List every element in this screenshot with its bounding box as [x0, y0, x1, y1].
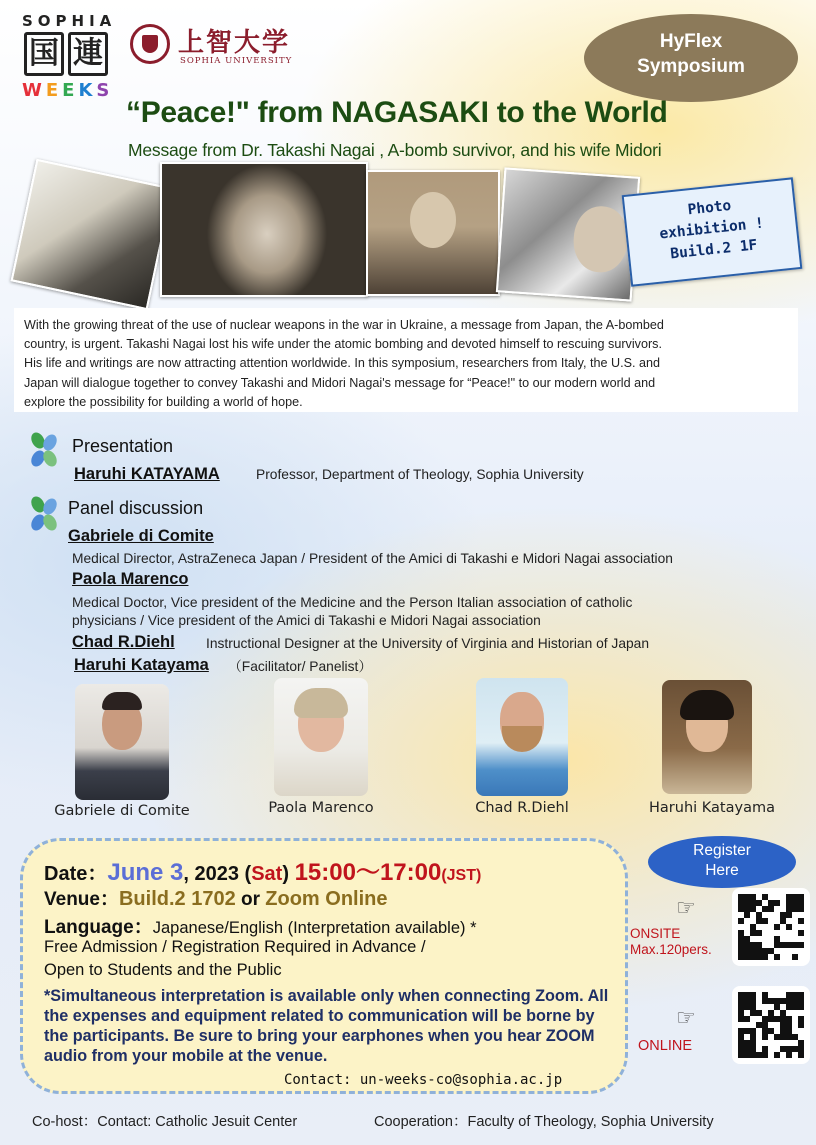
open-line: Open to Students and the Public [44, 961, 282, 979]
intro-line: Japan will dialogue together to convey Takashi and Midori Nagai's message for “Peace!" to our modern world and [24, 375, 656, 390]
exhibition-line2: exhibition ! [658, 215, 765, 243]
page-title: “Peace!" from NAGASAKI to the World [126, 96, 668, 129]
panelist-desc: Instructional Designer at the University of Virginia and Historian of Japan [206, 636, 650, 651]
historic-photo-midori-nagai [366, 170, 500, 296]
portrait-caption: Chad R.Diehl [475, 800, 569, 816]
weeks-letter: K [78, 80, 97, 101]
hyflex-badge [584, 14, 798, 102]
weeks-letter: E [45, 80, 63, 101]
leaf-bullet-icon [32, 432, 58, 468]
panelist-name: Chad R.Diehl [72, 633, 175, 651]
intro-line: explore the possibility for building a world of hope. [24, 394, 303, 409]
portrait-photo [75, 684, 169, 800]
presenter-desc: Professor, Department of Theology, Sophia University [256, 467, 584, 482]
page-subtitle: Message from Dr. Takashi Nagai , A-bomb survivor, and his wife Midori [128, 140, 662, 160]
portrait-photo [274, 678, 368, 796]
portrait-caption: Paola Marenco [268, 800, 374, 816]
date-year: , 2023 ( [183, 863, 252, 885]
logo-kanji [24, 32, 108, 76]
register-line2: Here [705, 862, 739, 879]
admission-line: Free Admission / Registration Required in Advance / [44, 938, 426, 956]
logo-kanji-1: 国 [24, 32, 64, 76]
university-seal-icon [130, 24, 170, 64]
onsite-qr-code[interactable] [732, 888, 810, 966]
venue-or: or [235, 889, 266, 910]
portrait-photo [476, 678, 568, 796]
language-value: Japanese/English (Interpretation available) * [152, 919, 477, 937]
panelist-name: Paola Marenco [72, 570, 189, 588]
intro-paragraph [14, 308, 798, 412]
online-qr-code[interactable] [732, 986, 810, 1064]
event-time: 15:00～17:00 [294, 859, 442, 886]
date-label: Date： [44, 863, 108, 885]
venue-label: Venue： [44, 889, 119, 910]
portrait-caption: Gabriele di Comite [54, 803, 190, 819]
hyflex-badge-line1: HyFlex [659, 31, 723, 52]
footer-cooperation: Cooperation：Faculty of Theology, Sophia University [374, 1114, 714, 1130]
portrait-caption: Haruhi Katayama [649, 800, 775, 816]
language-label: Language： [44, 917, 153, 938]
interpretation-note: *Simultaneous interpretation is available only when connecting Zoom. All the expenses and equipment related to communication will be borne by the participants. Be sure to bring your earphones when you hear ZOOM audio from your mobile at the venue. [44, 987, 609, 1065]
photo-exhibition-note [622, 177, 803, 286]
date-value: June 3 [107, 859, 184, 886]
onsite-text: ONSITE [630, 926, 681, 941]
presentation-heading: Presentation [72, 436, 174, 456]
logo-sophia-text: SOPHIA [22, 12, 117, 30]
hyflex-badge-line2: Symposium [637, 56, 745, 77]
portrait-photo [662, 680, 752, 794]
onsite-capacity: Max.120pers. [630, 942, 712, 957]
intro-line: His life and writings are now attracting attention worldwide. In this symposium, researchers from Italy, the U.S. and [24, 356, 661, 371]
historic-photo-children [11, 159, 174, 310]
contact-email[interactable]: Contact: un-weeks-co@sophia.ac.jp [284, 1072, 563, 1088]
panelist-desc: Medical Director, AstraZeneca Japan / President of the Amici di Takashi e Midori Nagai association [72, 551, 673, 566]
venue-online: Zoom Online [265, 888, 388, 910]
panelist-desc: （Facilitator/ Panelist） [228, 659, 373, 674]
onsite-label [630, 926, 712, 958]
event-date [44, 852, 481, 887]
presenter-name: Haruhi KATAYAMA [74, 465, 220, 483]
date-weekday: Sat [251, 863, 283, 885]
venue-value: Build.2 1702 [118, 888, 236, 910]
panelist-name: Haruhi Katayama [74, 656, 209, 674]
pointing-hand-icon: ☞ [676, 896, 696, 921]
online-label: ONLINE [638, 1038, 692, 1054]
date-close: ) [282, 863, 295, 885]
leaf-bullet-icon [32, 496, 58, 532]
exhibition-line3: Build.2 1F [669, 237, 759, 263]
footer-cohost: Co-host：Contact: Catholic Jesuit Center [32, 1114, 298, 1130]
logo-weeks [22, 80, 113, 101]
panelist-name: Gabriele di Comite [68, 527, 214, 545]
panelist-desc: Medical Doctor, Vice president of the Medicine and the Person Italian association of catholic [72, 595, 633, 610]
intro-line: country, is urgent. Takashi Nagai lost his wife under the atomic bombing and devoted himself to rescuing survivors. [24, 337, 662, 352]
weeks-letter: E [62, 80, 79, 101]
exhibition-line1: Photo [686, 197, 733, 219]
event-venue [44, 884, 387, 911]
logo-kanji-2: 連 [68, 32, 108, 76]
register-line1: Register [693, 842, 751, 859]
historic-photo-family [496, 167, 640, 301]
event-timezone: (JST) [441, 867, 482, 884]
register-here-button[interactable] [648, 836, 796, 888]
weeks-letter: S [96, 80, 114, 101]
event-language [44, 912, 477, 939]
panel-heading: Panel discussion [68, 498, 204, 518]
intro-line: With the growing threat of the use of nuclear weapons in the war in Ukraine, a message from Japan, the A-bombed [24, 318, 664, 332]
pointing-hand-icon: ☞ [676, 1006, 696, 1031]
university-name-jp: 上智大学 [178, 28, 291, 58]
panelist-desc: physicians / Vice president of the Amici di Takashi e Midori Nagai association [72, 613, 541, 628]
weeks-letter: W [22, 80, 46, 101]
historic-photo-takashi-nagai [160, 162, 368, 297]
university-name-en: SOPHIA UNIVERSITY [180, 56, 293, 66]
